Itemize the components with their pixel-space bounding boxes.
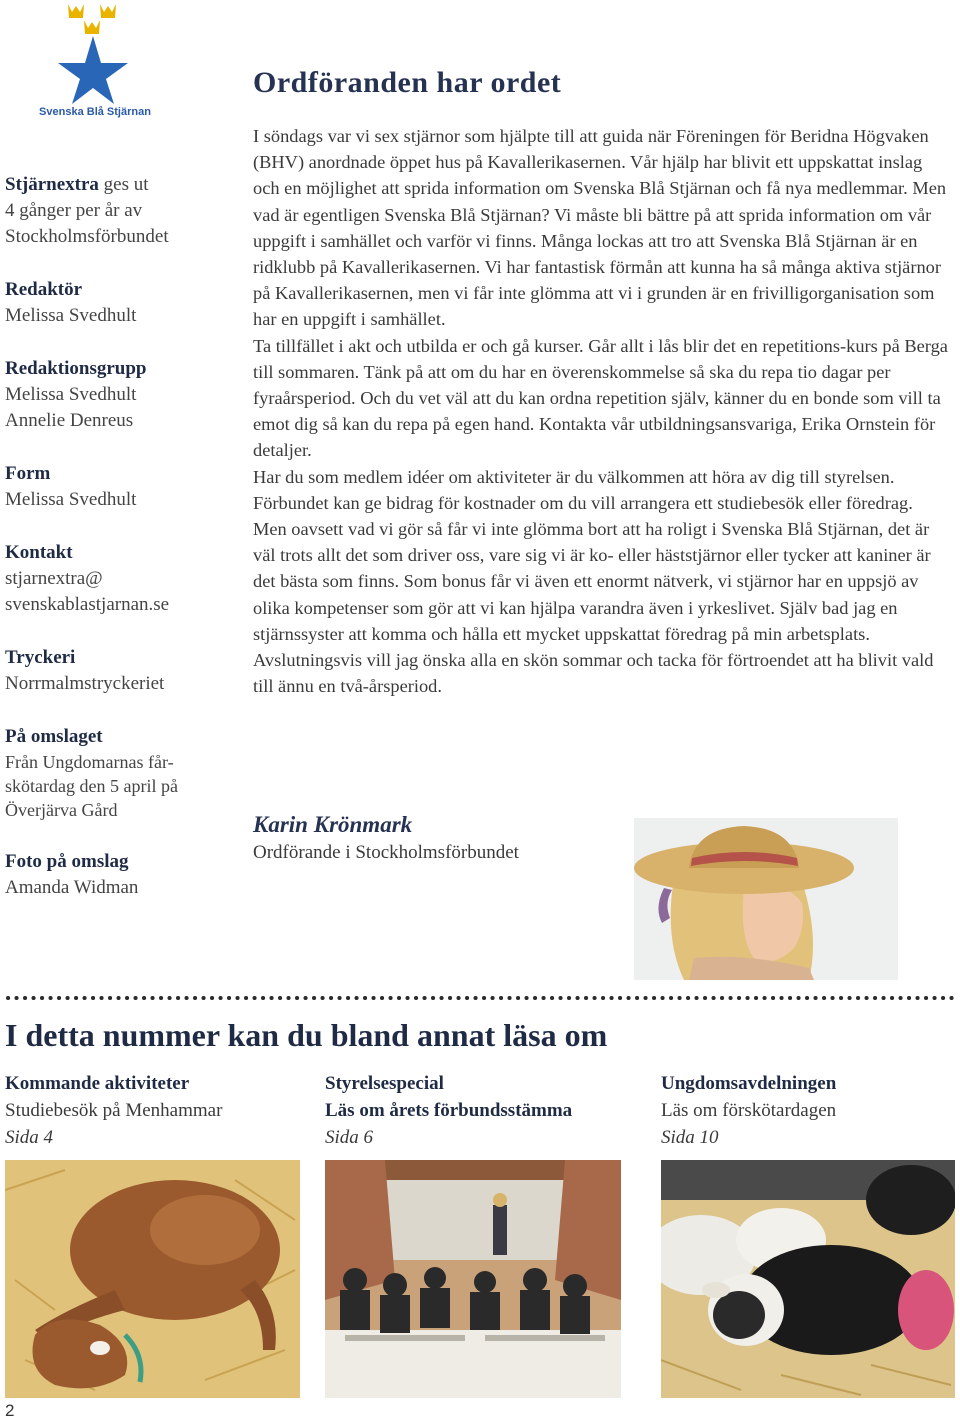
- teaser-youth-section: [661, 1070, 960, 1151]
- masthead-value: Från Ungdomarnas får-: [5, 752, 174, 772]
- masthead-value: Melissa Svedhult: [5, 489, 137, 510]
- teaser-page: Sida 6: [325, 1127, 374, 1148]
- intro-text: ges ut: [98, 174, 149, 195]
- masthead-cover: [5, 724, 225, 822]
- author-portrait-photo: [634, 818, 898, 980]
- masthead-cover-photo: [5, 849, 225, 901]
- masthead-value: Melissa Svedhult: [5, 384, 137, 405]
- masthead-value: Överjärva Gård: [5, 800, 118, 820]
- crown-icon: [68, 4, 116, 34]
- intro-line: 4 gånger per år av: [5, 200, 143, 221]
- contact-email: stjarnextra@: [5, 568, 103, 589]
- masthead-editorial-group: [5, 356, 225, 434]
- article-paragraph: Men oavsett vad vi gör så får vi inte glömma bort att ha roligt i Svenska Blå Stjärnan, det är väl trots allt det som driver oss, vare sig vi är ko- eller häststjärnor eller tycker att kaniner är det bästa som finns. Som bonus får vi även ett enormt nätverk, vi stjärnor har en uppsjö av olika kompetenser som gör att vi kan hjälpa varandra även i yrkeslivet. Själv bad jag en stjärnssyster att komma och hålla ett mycket uppskattat föredrag på min arbetsplats.: [253, 519, 931, 644]
- masthead-heading: Redaktionsgrupp: [5, 358, 147, 379]
- author-role: Ordförande i Stockholmsförbundet: [253, 842, 519, 863]
- masthead-heading: På omslaget: [5, 726, 103, 747]
- teaser-upcoming-activities: [5, 1070, 305, 1151]
- masthead-intro: [5, 172, 225, 250]
- teaser-board-special: [325, 1070, 625, 1151]
- teaser-subtitle: Studiebesök på Menhammar: [5, 1100, 223, 1121]
- teaser-subtitle: Läs om årets förbundsstämma: [325, 1100, 573, 1121]
- dotted-divider: [5, 993, 955, 1003]
- masthead-value: Norrmalmstryckeriet: [5, 673, 165, 694]
- sheep-photo: [661, 1160, 955, 1398]
- article-title: Ordföranden har ordet: [253, 66, 562, 99]
- masthead-heading: Foto på omslag: [5, 851, 129, 872]
- logo-text: Svenska Blå Stjärnan: [39, 106, 151, 118]
- masthead-heading: Tryckeri: [5, 647, 76, 668]
- article-paragraph: Ta tillfället i akt och utbilda er och gå kurser. Går allt i lås blir det en repetitions-kurs på Berga till sommaren. Tänk på att om du har en överenskommelse så ska du repa tio dagar per fyraårsperiod. Och du vet väl att du kan ordna repetition själv, känner du en bonde som vill ta emot dig så kan du repa på egen hand. Kontakta vår utbildningsansvariga, Erika Ornstein för detaljer.: [253, 335, 948, 461]
- teaser-page: Sida 4: [5, 1127, 54, 1148]
- foal-photo: [5, 1160, 300, 1398]
- article-body: [253, 123, 953, 699]
- masthead-form: [5, 461, 225, 513]
- publication-name: Stjärnextra: [5, 174, 99, 195]
- masthead-heading: Redaktör: [5, 279, 83, 300]
- author-signature: Karin Krönmark: [253, 812, 413, 837]
- masthead-value: Annelie Denreus: [5, 410, 134, 431]
- masthead-value: skötardag den 5 april på: [5, 776, 178, 796]
- intro-line: Stockholmsförbundet: [5, 226, 169, 247]
- page-number: 2: [5, 1401, 15, 1420]
- masthead-value: Amanda Widman: [5, 877, 139, 898]
- contact-email: svenskablastjarnan.se: [5, 594, 170, 615]
- masthead-contact: [5, 540, 225, 618]
- masthead-heading: Kontakt: [5, 542, 73, 563]
- teaser-heading: Kommande aktiviteter: [5, 1073, 190, 1094]
- masthead-editor: [5, 277, 225, 329]
- teaser-heading: Ungdomsavdelningen: [661, 1073, 837, 1094]
- article-paragraph: Har du som medlem idéer om aktiviteter är du välkommen att höra av dig till styrelsen. Förbundet kan ge bidrag för kostnader om du vill arrangera ett studiebesök eller föredrag.: [253, 466, 913, 513]
- masthead-sidebar: [5, 172, 225, 928]
- teaser-heading: Styrelsespecial: [325, 1073, 444, 1094]
- in-this-issue-heading: I detta nummer kan du bland annat läsa om: [5, 1017, 608, 1053]
- meeting-photo: [325, 1160, 621, 1398]
- teaser-page: Sida 10: [661, 1127, 719, 1148]
- masthead-printer: [5, 645, 225, 697]
- article-paragraph: I söndags var vi sex stjärnor som hjälpte till att guida när Föreningen för Beridna Högvaken (BHV) anordnade öppet hus på Kavallerikasernen. Vår hjälp har blivit ett uppskattat inslag och en möjlighet att sprida information om Svenska Blå Stjärnan och få nya medlemmar. Men vad är egentligen Svenska Blå Stjärnan? Vi måste bli bättre på att sprida information om vår uppgift i samhället och varför vi finns. Många lockas att tro att Svenska Blå Stjärnan är en ridklubb på Kavallerikasernen. Vi har fantastisk förmån att kunna ha så många aktiva stjärnor på Kavallerikasernen, men vi får inte glömma att vi i grunden är en frivilligorganisation som har en uppgift i samhället.: [253, 126, 947, 330]
- masthead-value: Melissa Svedhult: [5, 305, 137, 326]
- article-paragraph: Avslutningsvis vill jag önska alla en skön sommar och tacka för förtroendet att ha blivit vald till ännu en två-årsperiod.: [253, 650, 934, 697]
- star-icon: [58, 36, 128, 104]
- masthead-heading: Form: [5, 463, 51, 484]
- teaser-subtitle: Läs om förskötardagen: [661, 1100, 837, 1121]
